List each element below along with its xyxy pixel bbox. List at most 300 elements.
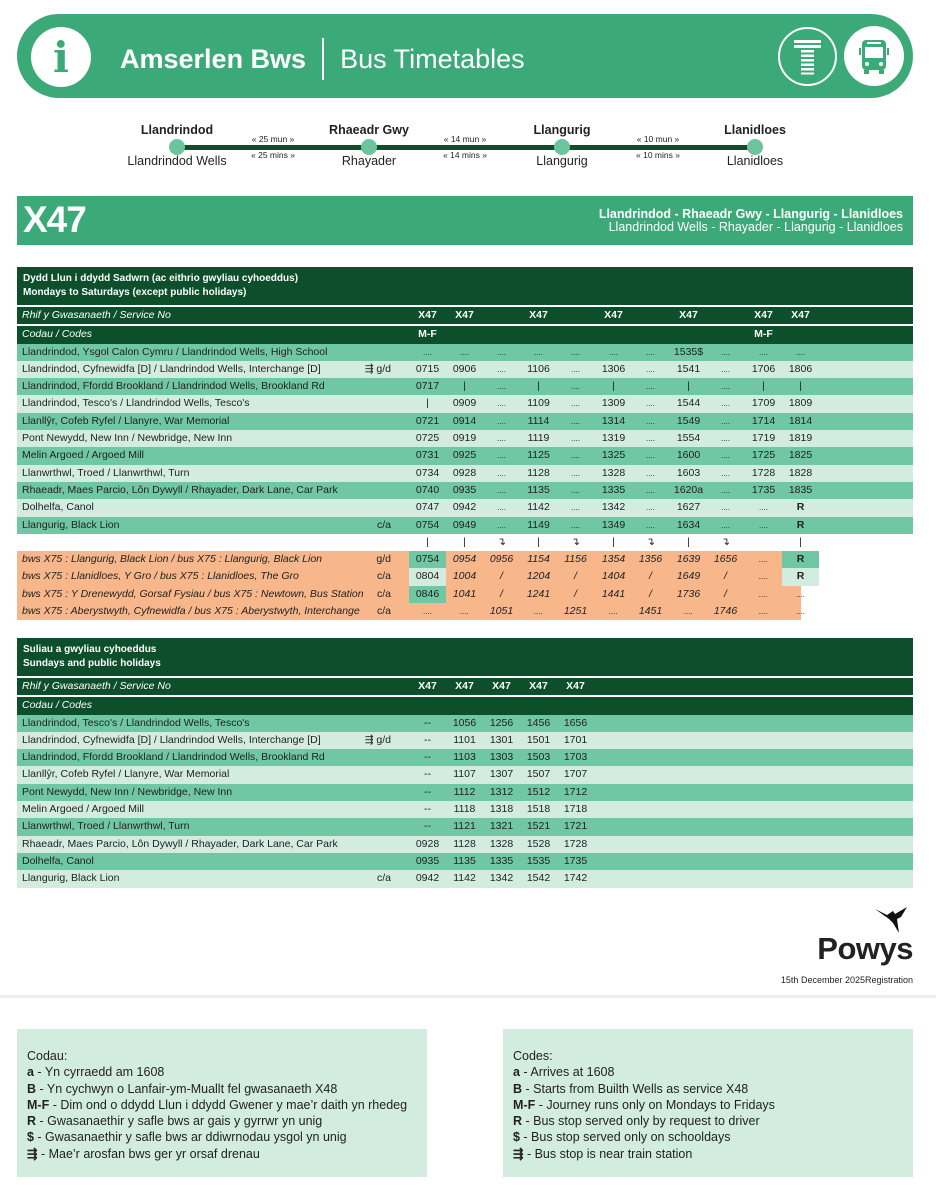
powys-logo-text: Powys [817, 931, 913, 966]
stop-name: Llanllŷr, Cofeb Ryfel / Llanyre, War Memorial [22, 768, 230, 781]
time-cell: 1714 [751, 414, 776, 427]
title-welsh: Amserlen Bws [120, 43, 307, 74]
time-cell: .... [759, 572, 768, 582]
time-cell: 1335 [489, 854, 514, 867]
route-stop-welsh: Llanidloes [724, 123, 786, 137]
stop-name: Llandrindod, Cyfnewidfa [D] / Llandrindod Wells, Interchange [D] [22, 733, 321, 746]
code-cell [595, 326, 632, 343]
time-cell: / [649, 570, 652, 583]
key-item [27, 1146, 417, 1162]
sunday-table-title [17, 638, 913, 676]
timetable-row [17, 465, 913, 482]
time-cell: 1312 [489, 785, 514, 798]
key-item [27, 1081, 417, 1097]
time-cell: / [500, 570, 503, 583]
time-cell: .... [571, 520, 580, 530]
stop-name: Llandrindod, Tesco's / Llandrindod Wells, Tesco's [22, 716, 250, 729]
route-stop-dot [169, 139, 185, 155]
time-cell: 1156 [564, 553, 587, 566]
time-cell: 1349 [601, 518, 626, 531]
timetable-row [17, 413, 913, 430]
time-cell: | [762, 380, 765, 393]
time-cell: -- [424, 751, 431, 764]
route-stop-english: Llanidloes [726, 154, 784, 168]
time-cell: 1809 [788, 397, 813, 410]
time-cell: 1656 [713, 553, 738, 566]
title-english: Bus Timetables [340, 43, 525, 74]
key-text: - Gwasanaethir y safle bws ar ddiwrnodau ysgol yn unig [33, 1130, 347, 1145]
title-divider [322, 38, 324, 80]
time-cell: 1656 [563, 716, 588, 729]
time-cell: 1251 [563, 605, 588, 618]
key-code: B [513, 1081, 523, 1096]
time-cell: 1051 [489, 605, 514, 618]
time-cell: R [796, 501, 805, 514]
time-cell: .... [534, 607, 543, 617]
time-cell: 0725 [415, 432, 440, 445]
time-cell: 1103 [453, 751, 476, 764]
codes-row [17, 326, 913, 343]
time-cell: 1549 [676, 414, 701, 427]
time-cell: .... [721, 485, 730, 495]
time-cell: 1154 [527, 553, 550, 566]
time-cell: .... [796, 347, 805, 357]
time-cell: .... [721, 451, 730, 461]
time-cell: | [426, 397, 429, 410]
time-cell: .... [721, 416, 730, 426]
key-item [513, 1097, 903, 1113]
connector-mark: | [463, 535, 466, 548]
service-number-cell [483, 307, 520, 324]
service-number-row [17, 678, 913, 695]
time-cell: 0721 [415, 414, 440, 427]
time-cell: 0731 [415, 449, 440, 462]
time-cell: 0925 [452, 449, 477, 462]
key-code: $ [513, 1130, 520, 1145]
weekday-table-title [17, 267, 913, 305]
stop-name: Dolhelfa, Canol [22, 501, 94, 514]
time-cell: 1806 [788, 362, 813, 375]
time-cell: 1119 [527, 432, 550, 445]
route-stop-english: Llandrindod Wells [127, 154, 227, 168]
time-cell: 0804 [409, 568, 446, 585]
timetable-row [17, 801, 913, 818]
time-cell: / [724, 570, 727, 583]
leg-duration-welsh: « 10 mun » [636, 134, 680, 144]
time-cell: 1719 [751, 432, 776, 445]
key-text: - Journey runs only on Mondays to Fridays [535, 1097, 775, 1112]
time-cell: 1106 [527, 362, 550, 375]
key-text: - Arrives at 1608 [519, 1065, 615, 1080]
page-title [120, 38, 525, 80]
time-cell: 1819 [788, 432, 813, 445]
time-cell: 1342 [489, 872, 514, 885]
time-cell: 1600 [676, 449, 701, 462]
service-label: Rhif y Gwasanaeth / Service No [22, 309, 171, 321]
timetable-row [17, 766, 913, 783]
time-cell: .... [497, 434, 506, 444]
stop-code: c/a [376, 518, 391, 531]
stop-name: Pont Newydd, New Inn / Newbridge, New Inn [22, 785, 233, 798]
time-cell: .... [646, 364, 655, 374]
connection-stop-name: bws X75 : Llangurig, Black Lion / bus X75 : Llangurig, Black Lion [22, 553, 323, 566]
time-cell: .... [571, 503, 580, 513]
time-cell: .... [460, 607, 469, 617]
time-cell: 0919 [452, 432, 477, 445]
time-cell: 1736 [676, 587, 701, 600]
time-cell: 1404 [601, 570, 626, 583]
key-code: M-F [513, 1097, 536, 1112]
time-cell: 1707 [563, 768, 588, 781]
timetable-row [17, 499, 913, 516]
time-cell: 1204 [526, 570, 551, 583]
time-cell: .... [497, 382, 506, 392]
time-cell: .... [646, 503, 655, 513]
time-cell: .... [497, 399, 506, 409]
time-cell: 1451 [638, 605, 663, 618]
time-cell: 1356 [638, 553, 663, 566]
service-number-cell [557, 307, 594, 324]
code-cell [707, 326, 744, 343]
time-cell: 1735 [563, 854, 588, 867]
time-cell: 1512 [526, 785, 551, 798]
time-cell: 0740 [415, 483, 440, 496]
stop-name: Llangurig, Black Lion [22, 518, 120, 531]
time-cell: | [612, 380, 615, 393]
stop-name: Llandrindod, Tesco's / Llandrindod Wells, Tesco's [22, 397, 250, 410]
timetable-row [17, 836, 913, 853]
code-cell: M-F [754, 328, 773, 341]
route-stop-welsh: Llangurig [533, 123, 591, 137]
time-cell: 1725 [751, 449, 776, 462]
key-text: - Bus stop served only by request to driver [522, 1114, 760, 1129]
key-code: R [513, 1114, 523, 1129]
service-number-cell: X47 [455, 680, 474, 692]
time-cell: 1501 [526, 733, 551, 746]
stop-name: Llandrindod, Ffordd Brookland / Llandrindod Wells, Brookland Rd [22, 380, 325, 393]
time-cell: 0846 [409, 586, 446, 603]
connection-row [17, 586, 805, 603]
time-cell: 1456 [526, 716, 551, 729]
service-number-cell: X47 [529, 680, 548, 692]
route-stop-welsh: Llandrindod [140, 123, 214, 137]
time-cell: .... [609, 347, 618, 357]
time-cell: / [574, 570, 577, 583]
sunday-title-english: Sundays and public holidays [23, 658, 161, 669]
time-cell: 1301 [489, 733, 514, 746]
time-cell: 1241 [526, 587, 551, 600]
leg-duration-english: « 25 mins » [251, 150, 295, 160]
key-item [27, 1064, 417, 1080]
leg-duration-welsh: « 14 mun » [443, 134, 487, 144]
traveline-t-icon [778, 27, 837, 86]
stop-name: Llanwrthwl, Troed / Llanwrthwl, Turn [22, 466, 190, 479]
stop-code: c/a [376, 605, 391, 618]
time-cell: 1620a [673, 483, 704, 496]
time-cell: 1554 [676, 432, 701, 445]
timetable-row [17, 749, 913, 766]
time-cell: 1354 [601, 553, 626, 566]
stop-name: Pont Newydd, New Inn / Newbridge, New Inn [22, 432, 233, 445]
time-cell: .... [796, 589, 805, 599]
time-cell: 1503 [526, 751, 551, 764]
time-cell: 1314 [601, 414, 626, 427]
timetable-row [17, 361, 913, 378]
time-cell: R [796, 518, 805, 531]
stop-name: Melin Argoed / Argoed Mill [22, 803, 144, 816]
service-number-cell: X47 [529, 309, 548, 321]
time-cell: 1307 [489, 768, 514, 781]
time-cell: .... [497, 468, 506, 478]
time-cell: -- [424, 785, 431, 798]
time-cell: 0914 [452, 414, 477, 427]
time-cell: 0754 [415, 518, 440, 531]
time-cell: .... [423, 607, 432, 617]
service-number-row [17, 307, 913, 324]
header-banner [17, 14, 913, 98]
service-band [17, 196, 913, 245]
time-cell: .... [571, 382, 580, 392]
stop-name: Rhaeadr, Maes Parcio, Lôn Dywyll / Rhayader, Dark Lane, Car Park [22, 483, 338, 496]
time-cell: .... [759, 607, 768, 617]
time-cell: 1125 [527, 449, 550, 462]
time-cell: 1603 [676, 466, 701, 479]
time-cell: | [687, 380, 690, 393]
timetable-row [17, 517, 913, 534]
time-cell: .... [497, 503, 506, 513]
key-code: R [27, 1114, 37, 1129]
key-item [27, 1129, 417, 1145]
key-text: - Yn cychwyn o Lanfair-ym-Muallt fel gwasanaeth X48 [36, 1081, 338, 1096]
time-cell: 1535$ [673, 345, 704, 358]
time-cell: .... [497, 485, 506, 495]
weekday-title-english: Mondays to Saturdays (except public holidays) [23, 287, 247, 298]
leg-duration-welsh: « 25 mun » [251, 134, 295, 144]
stop-name: Llandrindod, Ffordd Brookland / Llandrindod Wells, Brookland Rd [22, 751, 325, 764]
connection-row [17, 603, 805, 620]
connector-mark: | [799, 535, 802, 548]
time-cell: 1535 [526, 854, 551, 867]
time-cell: 1528 [526, 837, 551, 850]
time-cell: 1128 [527, 466, 550, 479]
connector-mark: ↴ [646, 535, 655, 548]
key-code: B [27, 1081, 37, 1096]
key-item [513, 1113, 903, 1129]
connection-stop-name: bws X75 : Y Drenewydd, Gorsaf Fysiau / bus X75 : Newtown, Bus Station [22, 587, 364, 600]
code-cell [483, 326, 520, 343]
code-cell [670, 326, 707, 343]
time-cell: 1721 [563, 820, 588, 833]
timetable-row [17, 715, 913, 732]
stop-name: Llandrindod, Ysgol Calon Cymru / Llandrindod Wells, High School [22, 345, 328, 358]
time-cell: .... [571, 399, 580, 409]
time-cell: 1342 [601, 501, 626, 514]
time-cell: .... [646, 451, 655, 461]
service-number-cell: X47 [679, 309, 698, 321]
connector-mark: | [426, 535, 429, 548]
stop-name: Llangurig, Black Lion [22, 872, 120, 885]
time-cell: 1004 [452, 570, 477, 583]
timetable-row [17, 395, 913, 412]
service-number-cell: X47 [604, 309, 623, 321]
time-cell: 1718 [563, 803, 588, 816]
time-cell: 1135 [527, 483, 550, 496]
time-cell: .... [721, 520, 730, 530]
time-cell: / [500, 587, 503, 600]
info-icon: i [31, 27, 91, 87]
connector-mark: | [687, 535, 690, 548]
timetable-row [17, 853, 913, 870]
time-cell: .... [460, 347, 469, 357]
key-item [27, 1113, 417, 1129]
route-stop-english: Rhayader [341, 154, 397, 168]
key-code: ⇶ [27, 1146, 38, 1161]
connection-stop-name: bws X75 : Llanidloes, Y Gro / bus X75 : Llanidloes, The Gro [22, 570, 299, 583]
time-cell: 1118 [453, 803, 476, 816]
time-cell: 1328 [601, 466, 626, 479]
time-cell: 1703 [563, 751, 588, 764]
timetable-row [17, 732, 913, 749]
time-cell: 1318 [489, 803, 514, 816]
time-cell: .... [721, 468, 730, 478]
time-cell: 0909 [452, 397, 477, 410]
timetable-row [17, 870, 913, 887]
time-cell: 1306 [601, 362, 626, 375]
stop-code: ⇶ g/d [364, 733, 391, 746]
time-cell: | [463, 380, 466, 393]
time-cell: / [649, 587, 652, 600]
time-cell: 1142 [527, 501, 550, 514]
key-code: M-F [27, 1097, 50, 1112]
code-cell [632, 326, 669, 343]
service-number-cell: X47 [492, 680, 511, 692]
time-cell: -- [424, 803, 431, 816]
time-cell: .... [571, 451, 580, 461]
time-cell: .... [497, 416, 506, 426]
connection-row [17, 568, 805, 585]
time-cell: .... [646, 485, 655, 495]
key-text: - Bus stop is near train station [523, 1146, 693, 1161]
time-cell: .... [646, 399, 655, 409]
time-cell: | [799, 380, 802, 393]
service-number: X47 [23, 199, 86, 240]
key-item [513, 1129, 903, 1145]
time-cell: 1135 [453, 854, 476, 867]
time-cell: .... [646, 434, 655, 444]
service-number-cell [632, 307, 669, 324]
route-diagram [0, 118, 936, 178]
time-cell: .... [571, 347, 580, 357]
time-cell: .... [423, 347, 432, 357]
time-cell: 1814 [788, 414, 813, 427]
key-welsh [17, 1029, 427, 1177]
time-cell: 0906 [452, 362, 477, 375]
service-number-cell [707, 307, 744, 324]
service-label: Rhif y Gwasanaeth / Service No [22, 680, 171, 692]
stop-code: c/a [376, 872, 391, 885]
time-cell: R [782, 551, 819, 568]
service-number-cell: X47 [791, 309, 810, 321]
key-code: a [27, 1065, 34, 1080]
time-cell: .... [796, 607, 805, 617]
time-cell: .... [721, 399, 730, 409]
time-cell: 0715 [415, 362, 440, 375]
time-cell: .... [721, 382, 730, 392]
time-cell: 1706 [751, 362, 776, 375]
time-cell: .... [497, 451, 506, 461]
key-item [513, 1146, 903, 1162]
time-cell: 1701 [563, 733, 588, 746]
stop-code: c/a [376, 570, 391, 583]
time-cell: 0928 [415, 837, 440, 850]
timetable-row [17, 447, 913, 464]
key-item [27, 1097, 417, 1113]
key-code: $ [27, 1130, 34, 1145]
codes-label: Codau / Codes [22, 699, 93, 712]
route-summary-welsh: Llandrindod - Rhaeadr Gwy - Llangurig - Llanidloes [598, 207, 903, 221]
time-cell: 1114 [527, 414, 550, 427]
timetable-row [17, 430, 913, 447]
time-cell: 1825 [788, 449, 813, 462]
time-cell: -- [424, 733, 431, 746]
leg-duration-english: « 14 mins » [443, 150, 487, 160]
route-stop-welsh: Rhaeadr Gwy [329, 123, 409, 137]
key-text: - Yn cyrraedd am 1608 [33, 1065, 165, 1080]
stop-name: Melin Argoed / Argoed Mill [22, 449, 144, 462]
time-cell: / [574, 587, 577, 600]
key-item [513, 1081, 903, 1097]
time-cell: .... [571, 434, 580, 444]
time-cell: 0734 [415, 466, 440, 479]
time-cell: 0942 [415, 872, 440, 885]
key-text: - Mae’r arosfan bws ger yr orsaf drenau [37, 1146, 260, 1161]
key-text: - Dim ond o ddydd Llun i ddydd Gwener y mae’r daith yn rhedeg [49, 1097, 408, 1112]
time-cell: 0956 [489, 553, 514, 566]
timetable-row [17, 344, 913, 361]
time-cell: | [537, 380, 540, 393]
stop-name: Rhaeadr, Maes Parcio, Lôn Dywyll / Rhayader, Dark Lane, Car Park [22, 837, 338, 850]
time-cell: 1309 [601, 397, 626, 410]
time-cell: 1542 [526, 872, 551, 885]
time-cell: 0717 [415, 380, 440, 393]
key-code: ⇶ [513, 1146, 524, 1161]
time-cell: 1728 [751, 466, 776, 479]
stop-code: g/d [376, 553, 391, 566]
time-cell: 1149 [527, 518, 550, 531]
time-cell: 1709 [751, 397, 776, 410]
route-stop-dot [361, 139, 377, 155]
time-cell: .... [646, 382, 655, 392]
time-cell: 1518 [526, 803, 551, 816]
time-cell: .... [646, 416, 655, 426]
time-cell: -- [424, 820, 431, 833]
time-cell: 1041 [452, 587, 477, 600]
time-cell: 1712 [563, 785, 588, 798]
code-cell [782, 326, 819, 343]
connector-mark: | [537, 535, 540, 548]
bus-icon [844, 26, 904, 86]
time-cell: .... [721, 503, 730, 513]
time-cell: 1828 [788, 466, 813, 479]
time-cell: .... [646, 520, 655, 530]
code-cell [557, 326, 594, 343]
connector-mark: ↴ [721, 535, 730, 548]
time-cell: 0747 [415, 501, 440, 514]
time-cell: .... [571, 485, 580, 495]
time-cell: 1128 [453, 837, 476, 850]
time-cell: 1056 [452, 716, 477, 729]
weekday-title-welsh: Dydd Llun i ddydd Sadwrn (ac eithrio gwyliau cyhoeddus) [23, 273, 299, 284]
